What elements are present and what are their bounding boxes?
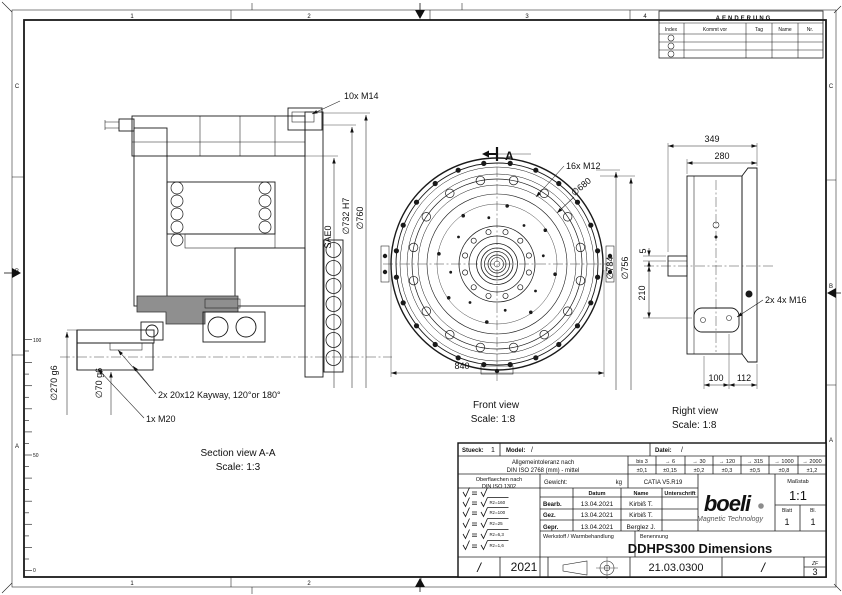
rim-bolt [575, 323, 580, 328]
ruler-label: 100 [33, 338, 42, 344]
zone-number: 4 [643, 14, 647, 20]
revision-col-index: Index [664, 27, 678, 33]
cam-roller [326, 333, 341, 348]
bl-label: Bl. [810, 508, 816, 514]
shaft-flange-step [77, 330, 154, 343]
small-hole [457, 236, 460, 239]
row-role: Gepr. [543, 525, 559, 531]
surface-roughness-value: Rz=6,3 [489, 532, 504, 537]
hub-hole [486, 293, 491, 298]
small-hole [449, 271, 452, 274]
rim-bolt [533, 355, 538, 360]
year-value: 2021 [510, 560, 538, 574]
pocket-hole [727, 316, 732, 321]
small-hole [485, 320, 489, 324]
dim-label-270: ∅270 g6 [49, 365, 59, 401]
spring-coil [259, 208, 271, 220]
rim-bolt [588, 223, 593, 228]
surface-roughness-value: Rz=1,6 [489, 543, 504, 548]
revision-table [659, 11, 823, 58]
logo-dot [758, 503, 764, 509]
label-m14: 10x M14 [344, 91, 379, 101]
border-ruler [25, 340, 33, 571]
spring-coil [171, 221, 183, 233]
page-value: 3 [812, 567, 818, 577]
cut-direction-arrow [482, 151, 489, 158]
small-hole [523, 224, 526, 227]
gewicht-unit: kg [615, 480, 622, 486]
dim-label-280: 280 [714, 151, 730, 161]
rim-bolt [556, 342, 561, 347]
zone-number: 1 [130, 14, 134, 20]
dim-label-70: ∅70 g6 [94, 367, 104, 399]
rim-bolt [595, 275, 600, 280]
bearing-ball [208, 317, 228, 337]
zone-number: 1 [130, 581, 134, 587]
roller-pocket [324, 240, 343, 372]
zone-letter: B [828, 284, 834, 290]
spring-coil [259, 221, 271, 233]
cam-roller [326, 279, 341, 294]
cam-roller [326, 297, 341, 312]
bolt-m14 [292, 112, 314, 122]
rim-bolt [401, 300, 406, 305]
surface-note-line2: DIN ISO 1302 [481, 484, 517, 490]
dim-label-100: 100 [708, 373, 724, 383]
surface-roughness-value: Rz=100 [489, 510, 506, 515]
dim-label-732: ∅732 H7 [341, 197, 351, 235]
revision-table-title: AENDERUNG [715, 16, 773, 22]
rim-bolt [595, 248, 600, 253]
small-hole [461, 214, 465, 218]
hub-hole [463, 270, 468, 275]
revision-col-name: Name [778, 27, 792, 33]
hub-hole [518, 238, 523, 243]
col-unterschrift: Unterschrift [664, 491, 696, 497]
zone-number: 2 [307, 581, 311, 587]
logo-text: boeli [703, 491, 751, 516]
front-ring [400, 167, 594, 361]
label-keyway: 2x 20x12 Kayway, 120°or 180° [158, 390, 281, 400]
housing-top-flange [132, 116, 305, 156]
row-date: 13.04.2021 [580, 512, 614, 519]
ruler-label: 0 [33, 568, 36, 574]
tolerance-note-line1: Allgemeintoleranz nach [511, 460, 575, 466]
revision-col-kommtvor: Kommt vor [702, 27, 728, 33]
title-block [458, 443, 826, 579]
dim-label-760: ∅760 [355, 206, 365, 230]
massstab-value: 1:1 [788, 488, 808, 503]
spring-coil [171, 234, 183, 246]
row-role: Bearb. [543, 502, 562, 508]
tol-value: ±0,8 [778, 468, 790, 474]
dim-label-sae: SAE0 [323, 225, 333, 249]
revision-col-tag: Tag [754, 27, 764, 33]
dim-label-349: 349 [704, 134, 720, 144]
front-view [381, 147, 635, 425]
tol-range: → 1000 [774, 459, 794, 465]
section-view-title: Section view A-A [200, 448, 276, 459]
front-view-scale: Scale: 1:8 [470, 414, 516, 425]
bolt-stud [105, 120, 119, 130]
blatt-value: 1 [784, 517, 790, 527]
col-name: Name [633, 491, 649, 497]
row-name: Kirbiß T. [629, 501, 653, 508]
right-view-scale: Scale: 1:8 [672, 420, 717, 431]
small-hole [437, 252, 441, 256]
clutch-dark-part [137, 296, 238, 324]
drawing-title: DDHPS300 Dimensions [627, 541, 773, 556]
rim-bolt [394, 248, 399, 253]
tol-value: ±0,15 [663, 468, 677, 474]
right-view [637, 134, 807, 431]
row-role: Gez. [543, 513, 556, 519]
section-view-scale: Scale: 1:3 [215, 462, 261, 473]
spring-coil [171, 208, 183, 220]
hub-hole [463, 253, 468, 258]
zone-number: 3 [525, 14, 529, 20]
right-flange [742, 168, 757, 362]
spring-coil [259, 182, 271, 194]
right-view-title: Right view [672, 406, 719, 417]
tab-bolt-dots [383, 254, 612, 373]
hub-hole [503, 293, 508, 298]
drawing-number: 21.03.0300 [648, 562, 704, 574]
werkstoff-label: Werkstoff / Warmbehandlung [543, 534, 614, 540]
spring-coil [259, 195, 271, 207]
rim-bolt [433, 342, 438, 347]
surface-note-line1: Oberflaechen nach [475, 477, 523, 483]
cam-roller [326, 351, 341, 366]
cad-system: CATIA V5.R19 [643, 480, 683, 486]
small-hole [504, 309, 507, 312]
ruler-label: 50 [33, 453, 39, 459]
hub-hole [518, 285, 523, 290]
spring-coils [171, 182, 271, 246]
tol-range: → 6 [664, 459, 676, 465]
tol-range: → 315 [746, 459, 764, 465]
tol-range: → 120 [718, 459, 736, 465]
tol-range: bis 3 [636, 459, 648, 465]
cam-roller [326, 261, 341, 276]
hub-hole [486, 230, 491, 235]
hub-hole [526, 253, 531, 258]
logo-subtitle: Magnetic Technology [697, 516, 763, 523]
rim-bolt [456, 355, 461, 360]
revision-index-mark [668, 51, 674, 57]
rim-bolt [456, 168, 461, 173]
tol-value: ±0,2 [693, 468, 705, 474]
rim-bolt [414, 323, 419, 328]
model-label: Model: [506, 448, 526, 454]
massstab-label: Maßstab [787, 479, 809, 485]
benennung-label: Benennung [640, 534, 669, 540]
dim-label-5: 5 [638, 248, 648, 254]
rim-bolt [575, 200, 580, 205]
label-m12: 16x M12 [566, 161, 601, 171]
revision-index-mark [668, 35, 674, 41]
revision-index-mark [668, 43, 674, 49]
flange-hole [746, 291, 753, 298]
small-hole [529, 311, 533, 315]
datei-value: / [681, 447, 683, 454]
col-datum: Datum [588, 491, 606, 497]
revision-col-nr: Nr. [806, 27, 814, 33]
hub-hole [526, 270, 531, 275]
small-hole [542, 254, 545, 257]
rim-bolt [556, 181, 561, 186]
zone-letter: A [828, 438, 834, 444]
small-hole [553, 272, 557, 276]
dim-label-680: ∅680 [569, 175, 594, 198]
small-hole [469, 301, 472, 304]
rim-bolt [533, 168, 538, 173]
tol-range: → 30 [692, 459, 706, 465]
blatt-label: Blatt [781, 508, 793, 514]
dim-label-784: ∅784 [605, 256, 615, 280]
rim-bolt [401, 223, 406, 228]
label-m20: 1x M20 [146, 414, 176, 424]
rim-bolt [433, 181, 438, 186]
dim-label-756: ∅756 [620, 256, 630, 280]
row-name: Kirbiß T. [629, 512, 653, 519]
dim-label-112: 112 [736, 373, 752, 383]
rotor-sleeve [185, 234, 275, 248]
bottom-slash-2: / [761, 560, 765, 575]
datei-label: Datei: [655, 448, 672, 454]
cam-rollers [326, 243, 341, 366]
hub-hole [471, 238, 476, 243]
row-date: 13.04.2021 [580, 501, 614, 508]
leader-m14 [312, 101, 340, 114]
small-hole [487, 216, 490, 219]
zone-letter: B [14, 269, 20, 275]
surface-roughness-value: Rz=160 [489, 500, 506, 505]
rim-bolt [414, 200, 419, 205]
hub-hole [471, 285, 476, 290]
output-shaft [77, 343, 153, 370]
gewicht-label: Gewicht: [544, 480, 568, 486]
zone-number: 2 [307, 14, 311, 20]
tol-value: ±0,5 [749, 468, 761, 474]
rim-bolt [508, 362, 513, 367]
small-hole [447, 296, 451, 300]
surface-roughness-value: Rz=25 [489, 521, 503, 526]
small-hole [544, 228, 548, 232]
bl-value: 1 [810, 517, 816, 527]
tol-value: ±1,2 [806, 468, 818, 474]
front-view-title: Front view [472, 400, 520, 411]
dim-label-210: 210 [637, 285, 647, 301]
section-cut-marker [482, 147, 531, 163]
keyway-slot [110, 343, 142, 350]
right-body [687, 176, 742, 354]
row-date: 13.04.2021 [580, 524, 614, 531]
leader-m16 [737, 300, 763, 317]
label-m16: 2x 4x M16 [765, 295, 807, 305]
small-hole [505, 204, 509, 208]
pocket-hole [701, 318, 706, 323]
section-view [49, 91, 392, 473]
cam-roller [326, 315, 341, 330]
rim-bolt [481, 362, 486, 367]
spring-coil [171, 182, 183, 194]
dim-label-840: 840 [454, 361, 470, 371]
small-hole [534, 290, 537, 293]
rim-bolt [394, 275, 399, 280]
seal-ball [146, 325, 158, 337]
tolerance-note-line2: DIN ISO 2768 (mm) - mittel [506, 468, 580, 474]
zf-label: ZF [811, 561, 819, 567]
zone-letter: C [14, 84, 20, 90]
rim-bolt [481, 161, 486, 166]
tol-value: ±0,3 [721, 468, 733, 474]
face-dot [715, 236, 718, 239]
spring-coil [171, 195, 183, 207]
left-cover-plate [134, 128, 167, 306]
tol-range: → 2000 [802, 459, 822, 465]
rim-bolt [588, 300, 593, 305]
leader-m20 [98, 369, 144, 418]
bearing-ball [236, 317, 256, 337]
zone-letter: C [828, 84, 834, 90]
model-value: / [531, 447, 533, 454]
bottom-slash-1: / [477, 560, 481, 575]
zone-letter: A [14, 444, 20, 450]
inner-housing-block [235, 248, 305, 306]
hub-hole [503, 230, 508, 235]
row-name: Berglez J. [626, 524, 656, 531]
stueck-value: 1 [491, 447, 495, 454]
flange-detail-lines [132, 116, 305, 156]
section-marker-label: A [505, 149, 514, 163]
stueck-label: Stueck: [462, 448, 484, 454]
housing-right-wall [305, 112, 323, 377]
tol-value: ±0,1 [636, 468, 648, 474]
